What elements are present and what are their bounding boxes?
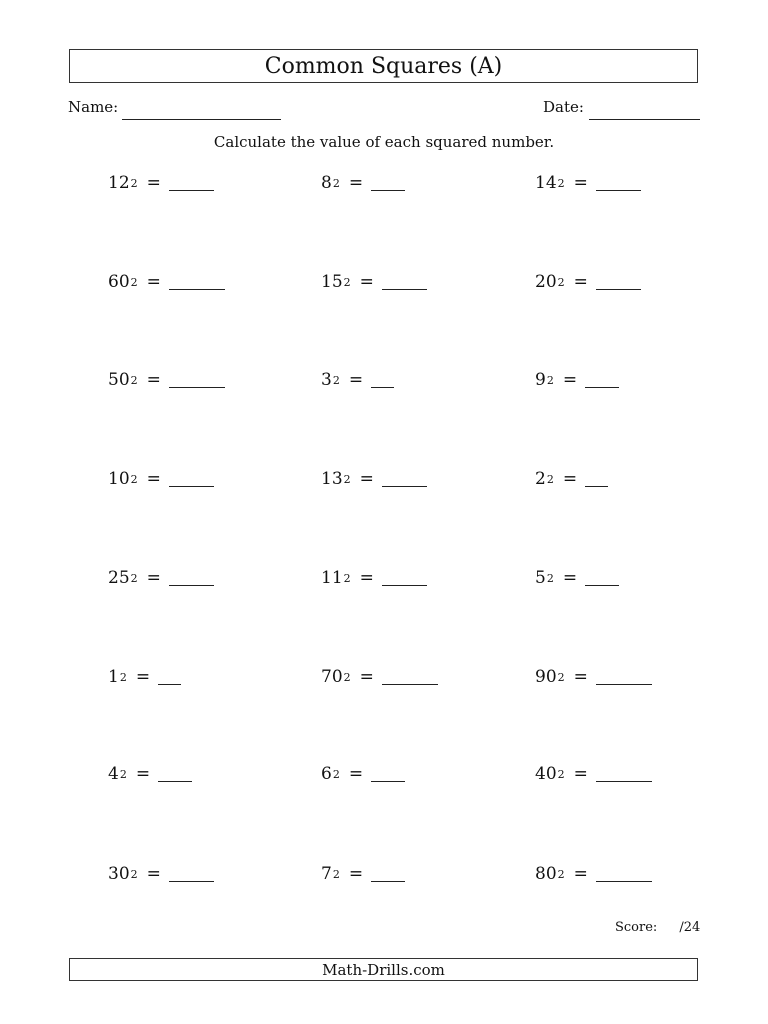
problem-exponent: 2 — [119, 671, 127, 684]
equals-sign: = — [562, 370, 578, 390]
equals-sign: = — [573, 864, 588, 884]
problem-exponent: 2 — [332, 768, 340, 781]
problem-item — [321, 370, 394, 390]
problem-base: 8 — [321, 173, 332, 193]
problem-exponent: 2 — [130, 473, 138, 486]
answer-blank[interactable] — [585, 386, 619, 388]
name-label: Name: — [68, 98, 119, 116]
problem-exponent: 2 — [557, 868, 565, 881]
equals-sign: = — [573, 764, 588, 784]
problem-exponent: 2 — [119, 768, 127, 781]
score-area — [615, 920, 700, 935]
problem-base: 14 — [535, 173, 557, 193]
problem-item — [535, 568, 619, 588]
answer-blank[interactable] — [169, 386, 225, 388]
problem-item — [321, 469, 427, 489]
problem-item — [535, 764, 652, 784]
problem-exponent: 2 — [343, 572, 351, 585]
problem-exponent: 2 — [546, 473, 554, 486]
equals-sign: = — [146, 469, 161, 489]
problem-item — [108, 568, 214, 588]
answer-blank[interactable] — [158, 780, 192, 782]
answer-blank[interactable] — [585, 584, 619, 586]
problem-base: 40 — [535, 764, 557, 784]
problem-item — [108, 667, 181, 687]
problem-base: 7 — [321, 864, 332, 884]
footer-text: Math-Drills.com — [322, 960, 445, 979]
date-field[interactable] — [589, 118, 700, 120]
answer-blank[interactable] — [169, 189, 214, 191]
answer-blank[interactable] — [596, 880, 652, 882]
answer-blank[interactable] — [169, 584, 214, 586]
problem-base: 11 — [321, 568, 343, 588]
answer-blank[interactable] — [169, 485, 214, 487]
problem-base: 5 — [535, 568, 546, 588]
equals-sign: = — [135, 667, 151, 687]
equals-sign: = — [359, 568, 374, 588]
answer-blank[interactable] — [585, 485, 608, 487]
problem-exponent: 2 — [130, 572, 138, 585]
problem-item — [108, 764, 192, 784]
problem-exponent: 2 — [343, 671, 351, 684]
answer-blank[interactable] — [169, 288, 225, 290]
instructions: Calculate the value of each squared number. — [213, 133, 555, 151]
equals-sign: = — [562, 469, 578, 489]
problem-exponent: 2 — [130, 177, 138, 190]
problem-item — [108, 173, 214, 193]
answer-blank[interactable] — [596, 683, 652, 685]
equals-sign: = — [146, 272, 161, 292]
problem-exponent: 2 — [546, 572, 554, 585]
worksheet-title-box — [69, 49, 698, 83]
worksheet-title: Common Squares (A) — [264, 53, 503, 79]
equals-sign: = — [573, 667, 588, 687]
answer-blank[interactable] — [382, 288, 427, 290]
answer-blank[interactable] — [371, 880, 405, 882]
problem-base: 3 — [321, 370, 332, 390]
equals-sign: = — [348, 173, 364, 193]
problem-item — [535, 173, 641, 193]
problem-exponent: 2 — [130, 374, 138, 387]
answer-blank[interactable] — [382, 485, 427, 487]
answer-blank[interactable] — [596, 288, 641, 290]
equals-sign: = — [146, 864, 161, 884]
problem-item — [108, 272, 225, 292]
problem-base: 1 — [108, 667, 119, 687]
problem-exponent: 2 — [557, 276, 565, 289]
date-label: Date: — [543, 98, 584, 116]
problem-base: 13 — [321, 469, 343, 489]
problem-base: 12 — [108, 173, 130, 193]
problem-exponent: 2 — [130, 868, 138, 881]
problem-item — [535, 667, 652, 687]
problem-base: 15 — [321, 272, 343, 292]
answer-blank[interactable] — [596, 780, 652, 782]
answer-blank[interactable] — [169, 880, 214, 882]
equals-sign: = — [562, 568, 578, 588]
problem-item — [108, 864, 214, 884]
score-label: Score: — [615, 920, 658, 935]
equals-sign: = — [359, 469, 374, 489]
problem-exponent: 2 — [130, 276, 138, 289]
problem-item — [108, 370, 225, 390]
problem-item — [321, 764, 405, 784]
problem-base: 50 — [108, 370, 130, 390]
problem-exponent: 2 — [546, 374, 554, 387]
problem-base: 20 — [535, 272, 557, 292]
problem-item — [535, 864, 652, 884]
score-total: /24 — [679, 920, 701, 935]
problem-exponent: 2 — [332, 374, 340, 387]
problem-base: 60 — [108, 272, 130, 292]
problem-item — [535, 370, 619, 390]
equals-sign: = — [146, 173, 161, 193]
problem-item — [321, 173, 405, 193]
equals-sign: = — [348, 864, 364, 884]
problem-base: 10 — [108, 469, 130, 489]
problem-base: 9 — [535, 370, 546, 390]
equals-sign: = — [359, 272, 374, 292]
answer-blank[interactable] — [596, 189, 641, 191]
problem-exponent: 2 — [557, 671, 565, 684]
problem-exponent: 2 — [332, 177, 340, 190]
equals-sign: = — [573, 272, 588, 292]
problem-base: 70 — [321, 667, 343, 687]
problem-base: 6 — [321, 764, 332, 784]
problem-base: 2 — [535, 469, 546, 489]
problem-item — [321, 568, 427, 588]
answer-blank[interactable] — [382, 584, 427, 586]
problem-exponent: 2 — [557, 768, 565, 781]
problem-item — [108, 469, 214, 489]
problem-exponent: 2 — [332, 868, 340, 881]
problem-item — [321, 667, 438, 687]
equals-sign: = — [135, 764, 151, 784]
equals-sign: = — [146, 568, 161, 588]
problem-base: 80 — [535, 864, 557, 884]
footer-box — [69, 958, 698, 981]
problem-exponent: 2 — [343, 473, 351, 486]
answer-blank[interactable] — [371, 386, 394, 388]
equals-sign: = — [573, 173, 588, 193]
problem-item — [535, 272, 641, 292]
answer-blank[interactable] — [371, 780, 405, 782]
equals-sign: = — [146, 370, 161, 390]
problem-base: 25 — [108, 568, 130, 588]
problem-exponent: 2 — [557, 177, 565, 190]
problem-base: 4 — [108, 764, 119, 784]
answer-blank[interactable] — [158, 683, 181, 685]
problem-base: 90 — [535, 667, 557, 687]
answer-blank[interactable] — [382, 683, 438, 685]
problem-item — [321, 272, 427, 292]
problem-base: 30 — [108, 864, 130, 884]
equals-sign: = — [359, 667, 374, 687]
problem-exponent: 2 — [343, 276, 351, 289]
answer-blank[interactable] — [371, 189, 405, 191]
problem-item — [535, 469, 608, 489]
equals-sign: = — [348, 370, 364, 390]
name-field[interactable] — [122, 118, 281, 120]
problem-item — [321, 864, 405, 884]
equals-sign: = — [348, 764, 364, 784]
